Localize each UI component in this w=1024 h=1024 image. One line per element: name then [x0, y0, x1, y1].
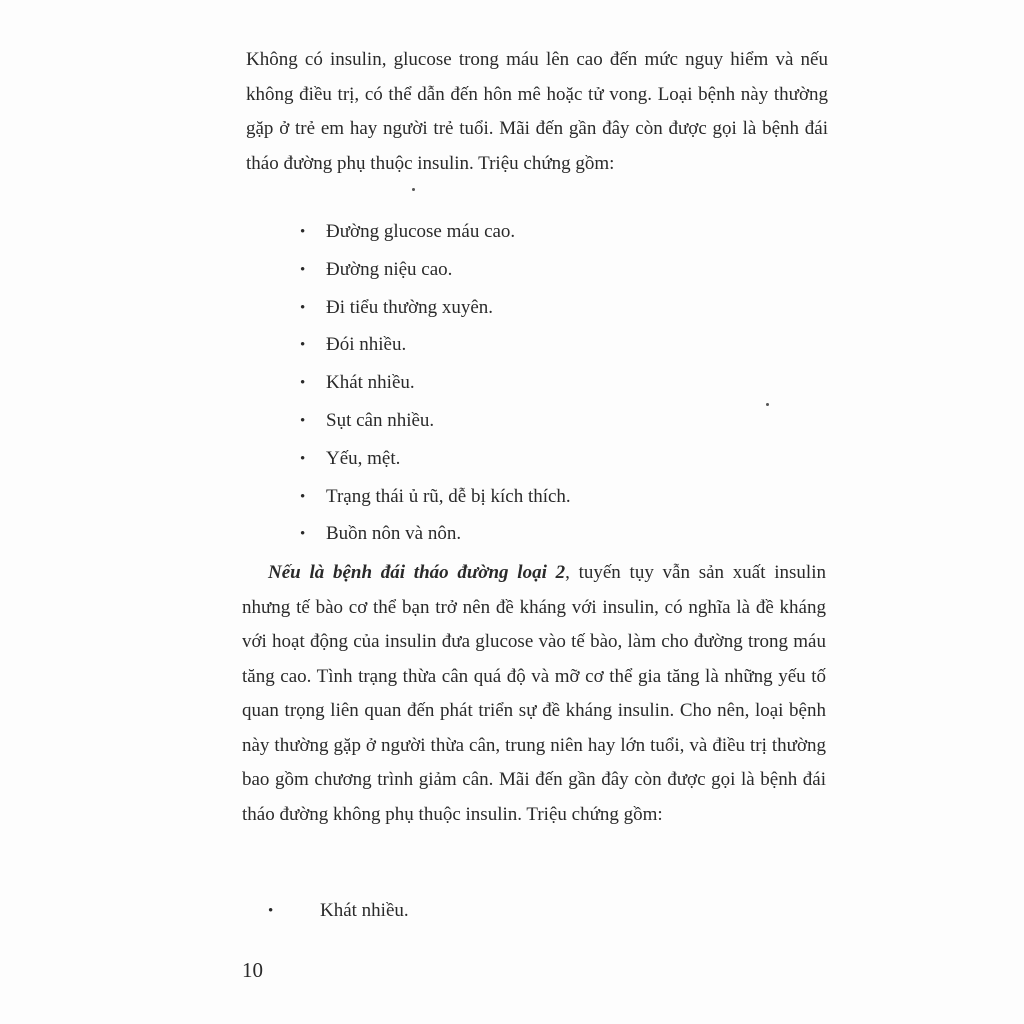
bullet-icon: •: [300, 412, 306, 429]
page-number: 10: [242, 958, 263, 982]
print-speck: [412, 188, 415, 191]
list-item: • Trạng thái ủ rũ, dễ bị kích thích.: [300, 480, 571, 518]
list-item: • Đói nhiều.: [300, 328, 571, 366]
bullet-icon: •: [300, 450, 306, 467]
list-item: • Đi tiểu thường xuyên.: [300, 291, 571, 329]
list-item: • Buồn nôn và nôn.: [300, 517, 571, 555]
type2-body-text: , tuyến tụy vẫn sản xuất insulin nhưng tế bào cơ thể bạn trở nên đề kháng với insulin, có nghĩa là đề kháng với hoạt động của insulin đưa glucose vào tế bào, làm cho đường trong máu tăng cao. Tình trạng thừa cân quá độ và mỡ cơ thể gia tăng là những yếu tố quan trọng liên quan đến phát triển sự đề kháng insulin. Cho nên, loại bệnh này thường gặp ở người thừa cân, trung niên hay lớn tuổi, và điều trị thường bao gồm chương trình giảm cân. Mãi đến gần đây còn được gọi là bệnh đái tháo đường không phụ thuộc insulin. Triệu chứng gồm:: [242, 562, 826, 825]
bullet-icon: •: [300, 337, 306, 354]
paragraph-type1-description: Không có insulin, glucose trong máu lên cao đến mức nguy hiểm và nếu không điều trị, có thể dẫn đến hôn mê hoặc tử vong. Loại bệnh này thường gặp ở trẻ em hay người trẻ tuổi. Mãi đến gần đây còn được gọi là bệnh đái tháo đường phụ thuộc insulin. Triệu chứng gồm:: [246, 49, 828, 174]
bullet-icon: •: [300, 375, 306, 392]
paragraph-type2-description: [242, 556, 826, 832]
bullet-icon: •: [300, 224, 306, 240]
bullet-icon: •: [300, 488, 306, 505]
list-item: • Đường niệu cao.: [300, 253, 571, 291]
list-item: • Đường glucose máu cao.: [300, 215, 571, 253]
print-speck: [766, 403, 769, 406]
list-item: • Sụt cân nhiều.: [300, 404, 571, 442]
list-item: Khát nhiều.: [320, 900, 409, 921]
symptom-list-type1: [300, 215, 571, 555]
type2-lead-heading: Nếu là bệnh đái tháo đường loại 2: [268, 562, 566, 583]
bullet-icon: •: [300, 261, 306, 278]
list-item: • Yếu, mệt.: [300, 442, 571, 480]
list-item: • Khát nhiều.: [300, 366, 571, 404]
bullet-icon: •: [300, 526, 306, 543]
bullet-icon: •: [268, 903, 274, 919]
bullet-icon: •: [300, 299, 306, 316]
